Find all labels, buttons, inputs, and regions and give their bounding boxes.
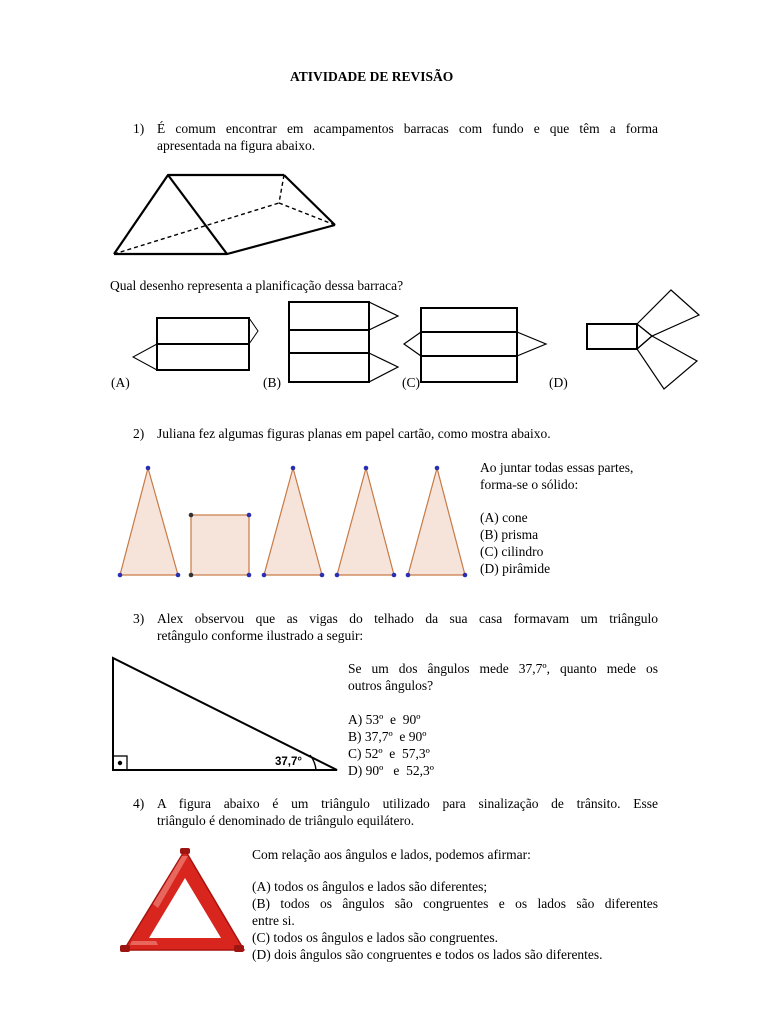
q1-text-line2: apresentada na figura abaixo. xyxy=(157,138,316,153)
q4-text-line2: triângulo é denominado de triângulo equilátero. xyxy=(157,813,415,828)
page-title: ATIVIDADE DE REVISÃO xyxy=(290,69,454,84)
q4-option-c: (C) todos os ângulos e lados são congruentes. xyxy=(252,930,498,945)
q2-number: 2) xyxy=(133,426,145,441)
q3-number: 3) xyxy=(133,611,145,626)
warning-triangle-image xyxy=(118,846,248,956)
q3-side-line2: outros ângulos? xyxy=(348,678,434,693)
q1-number: 1) xyxy=(133,121,145,136)
net-option-a xyxy=(130,312,265,372)
q3-option-a: A) 53º e 90º xyxy=(348,712,421,727)
right-triangle-figure xyxy=(110,655,345,775)
q3-option-d: D) 90º e 52,3º xyxy=(348,763,434,778)
net-option-b xyxy=(285,300,405,385)
tent-prism-figure xyxy=(105,165,350,260)
q4-text-line1: A figura abaixo é um triângulo utilizado para sinalização de trânsito. Esse xyxy=(157,796,658,811)
q3-text-line1: Alex observou que as vigas do telhado da sua casa formavam um triângulo xyxy=(157,611,658,626)
q3-side-line1: Se um dos ângulos mede 37,7º, quanto mede os xyxy=(348,661,658,676)
option-d-label: (D) xyxy=(549,375,568,390)
angle-label: 37,7° xyxy=(275,756,302,768)
option-a-label: (A) xyxy=(111,375,130,390)
q4-option-b-line1: (B) todos os ângulos são congruentes e os lados são diferentes xyxy=(252,896,658,911)
q2-side-line1: Ao juntar todas essas partes, xyxy=(480,460,634,475)
q2-option-b: (B) prisma xyxy=(480,527,539,542)
q2-option-d: (D) pirâmide xyxy=(480,561,551,576)
q1-text-line1: É comum encontrar em acampamentos barracas com fundo e que têm a forma xyxy=(157,121,658,136)
q4-option-d: (D) dois ângulos são congruentes e todos os lados são diferentes. xyxy=(252,947,603,962)
net-option-c xyxy=(418,306,553,386)
q4-number: 4) xyxy=(133,796,145,811)
option-c-label: (C) xyxy=(402,375,420,390)
q2-side-line2: forma-se o sólido: xyxy=(480,477,579,492)
q1-prompt: Qual desenho representa a planificação dessa barraca? xyxy=(110,278,404,293)
q2-option-a: (A) cone xyxy=(480,510,528,525)
q4-option-b-line2: entre si. xyxy=(252,913,295,928)
q4-option-a: (A) todos os ângulos e lados são diferentes; xyxy=(252,879,488,894)
option-b-label: (B) xyxy=(263,375,281,390)
q3-option-b: B) 37,7º e 90º xyxy=(348,729,427,744)
q3-text-line2: retângulo conforme ilustrado a seguir: xyxy=(157,628,364,643)
q4-side-line: Com relação aos ângulos e lados, podemos afirmar: xyxy=(252,847,531,862)
q2-text: Juliana fez algumas figuras planas em papel cartão, como mostra abaixo. xyxy=(157,426,551,441)
q2-option-c: (C) cilindro xyxy=(480,544,544,559)
plane-figures xyxy=(110,458,475,583)
q3-option-c: C) 52º e 57,3º xyxy=(348,746,430,761)
net-option-d xyxy=(583,285,703,395)
